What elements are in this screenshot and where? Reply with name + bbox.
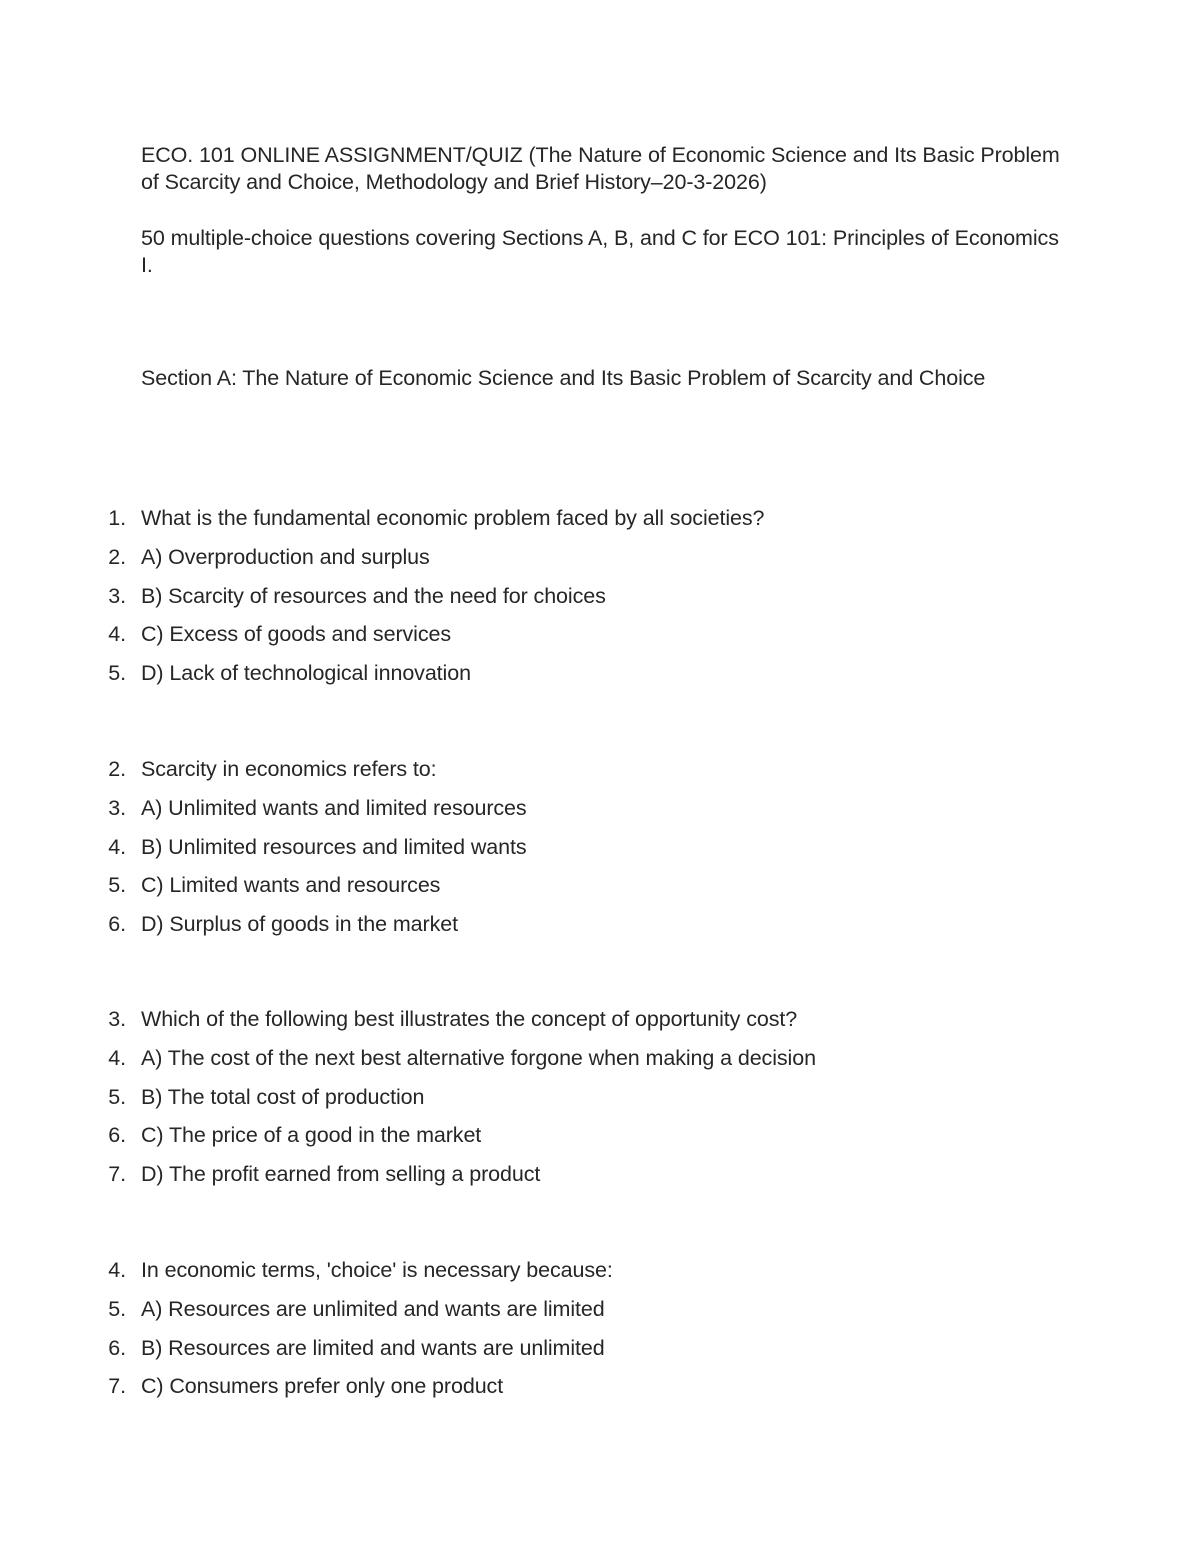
list-item	[0, 1367, 1200, 1406]
list-number: 3.	[108, 795, 126, 820]
question-text: Scarcity in economics refers to:	[141, 757, 437, 781]
list-item	[0, 1329, 1200, 1368]
list-item	[0, 654, 1200, 693]
answer-option: A) Resources are unlimited and wants are limited	[141, 1296, 605, 1321]
list-item	[0, 1078, 1200, 1117]
list-number: 6.	[108, 1335, 126, 1360]
section-heading: Section A: The Nature of Economic Science and Its Basic Problem of Scarcity and Choice	[141, 366, 986, 390]
list-number: 7.	[108, 1374, 126, 1399]
list-item	[0, 905, 1200, 944]
list-number: 2.	[108, 544, 126, 569]
document-title: ECO. 101 ONLINE ASSIGNMENT/QUIZ (The Nature of Economic Science and Its Basic Problem of Scarcity and Choice, Methodology and Brief History–20-3-2026)	[141, 143, 1060, 194]
answer-option: C) Consumers prefer only one product	[141, 1374, 504, 1399]
answer-option: C) Limited wants and resources	[141, 873, 441, 898]
question-block-2	[0, 750, 1200, 944]
list-number: 7.	[108, 1162, 126, 1187]
list-number: 4.	[108, 1045, 126, 1070]
list-item	[0, 828, 1200, 867]
list-number: 5.	[108, 661, 126, 686]
list-item	[0, 1039, 1200, 1078]
list-number: 1.	[108, 506, 126, 530]
list-item	[0, 789, 1200, 828]
question-text: What is the fundamental economic problem faced by all societies?	[141, 506, 765, 530]
answer-option: B) Unlimited resources and limited wants	[141, 834, 527, 859]
answer-option: B) The total cost of production	[141, 1084, 425, 1109]
answer-option: D) The profit earned from selling a product	[141, 1162, 541, 1187]
question-text: Which of the following best illustrates the concept of opportunity cost?	[141, 1007, 798, 1031]
answer-option: A) Unlimited wants and limited resources	[141, 795, 527, 820]
list-number: 4.	[108, 622, 126, 647]
list-item	[0, 866, 1200, 905]
list-item	[0, 750, 1200, 789]
list-item	[0, 1000, 1200, 1039]
answer-option: D) Lack of technological innovation	[141, 661, 471, 686]
list-number: 3.	[108, 1007, 126, 1031]
list-number: 5.	[108, 873, 126, 898]
list-item	[0, 1251, 1200, 1290]
list-item	[0, 538, 1200, 577]
answer-option: C) The price of a good in the market	[141, 1123, 482, 1148]
answer-option: A) The cost of the next best alternative forgone when making a decision	[141, 1045, 816, 1070]
answer-option: B) Resources are limited and wants are unlimited	[141, 1335, 605, 1360]
list-number: 6.	[108, 1123, 126, 1148]
list-item	[0, 1155, 1200, 1194]
list-number: 5.	[108, 1296, 126, 1321]
list-item	[0, 1290, 1200, 1329]
question-block-3	[0, 1000, 1200, 1194]
question-text: In economic terms, 'choice' is necessary because:	[141, 1258, 613, 1282]
question-block-4	[0, 1251, 1200, 1406]
answer-option: A) Overproduction and surplus	[141, 544, 430, 569]
list-item	[0, 1116, 1200, 1155]
question-block-1	[0, 499, 1200, 693]
answer-option: B) Scarcity of resources and the need for choices	[141, 583, 606, 608]
list-item	[0, 499, 1200, 538]
list-number: 4.	[108, 834, 126, 859]
answer-option: D) Surplus of goods in the market	[141, 912, 458, 937]
list-item	[0, 577, 1200, 616]
answer-option: C) Excess of goods and services	[141, 622, 451, 647]
list-number: 5.	[108, 1084, 126, 1109]
list-item	[0, 615, 1200, 654]
document-intro: 50 multiple-choice questions covering Sections A, B, and C for ECO 101: Principles of Economics I.	[141, 226, 1059, 277]
list-number: 2.	[108, 757, 126, 781]
list-number: 6.	[108, 912, 126, 937]
list-number: 3.	[108, 583, 126, 608]
list-number: 4.	[108, 1258, 126, 1282]
